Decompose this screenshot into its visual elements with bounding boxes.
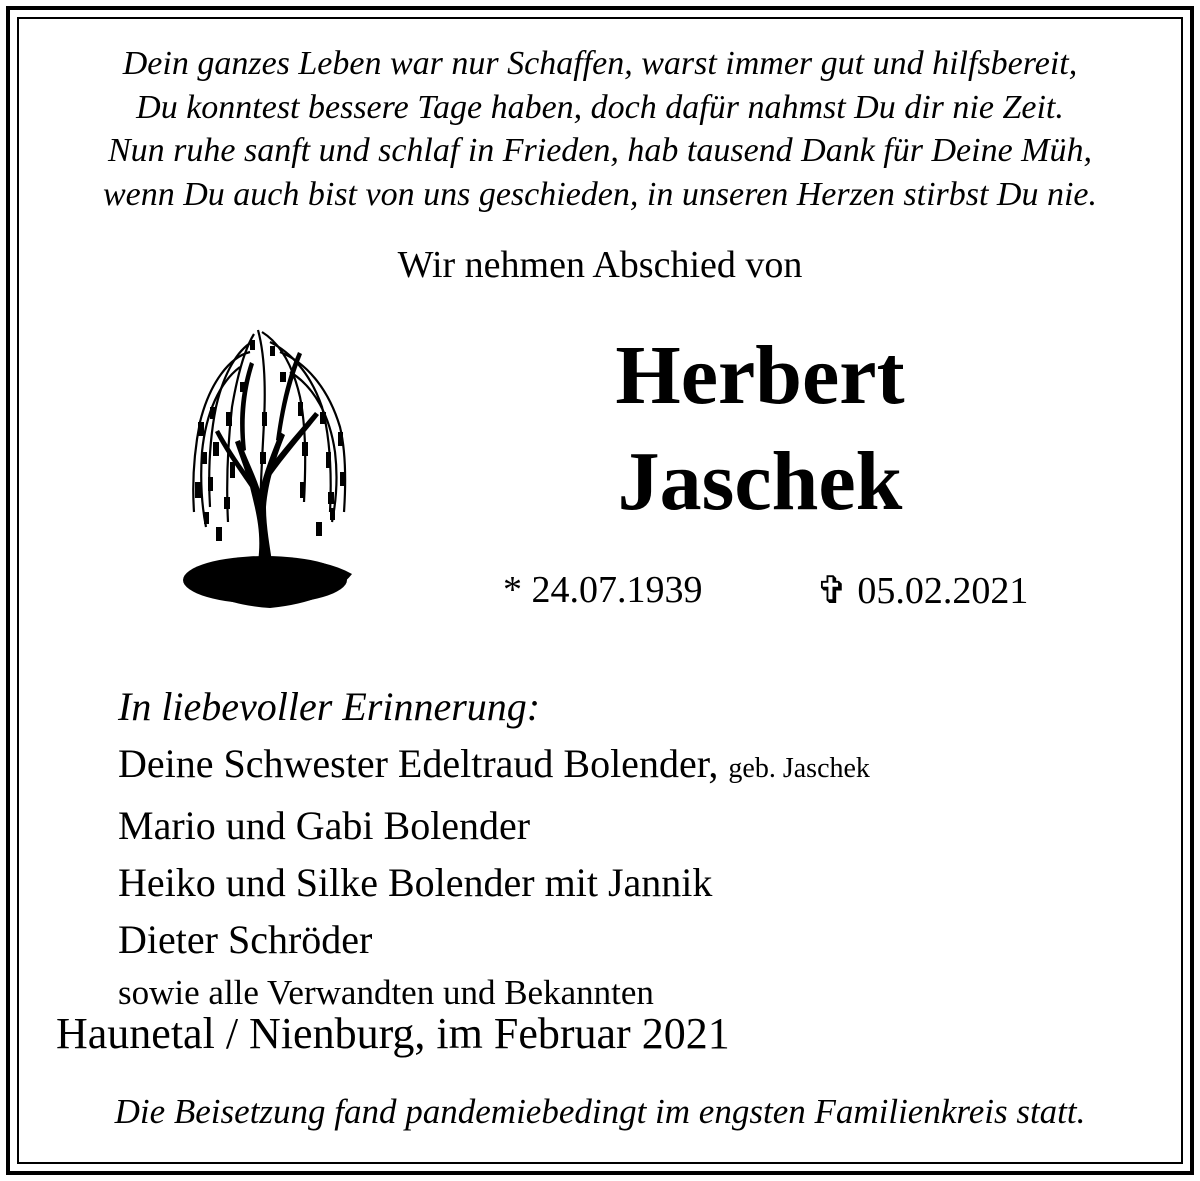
birth-date: * 24.07.1939 — [503, 569, 703, 611]
mourners-heading: In liebevoller Erinnerung: — [118, 684, 541, 729]
poem-line: wenn Du auch bist von uns geschieden, in unseren Herzen stirbst Du nie. — [102, 175, 1098, 213]
mourner-line: Mario und Gabi Bolender — [118, 803, 531, 848]
maiden-name-note: geb. Jaschek — [728, 753, 870, 784]
first-name: Herbert — [615, 329, 905, 422]
death-date: ✞ 05.02.2021 — [816, 570, 1029, 612]
mourners-list — [118, 678, 870, 1018]
poem-line: Dein ganzes Leben war nur Schaffen, warst immer gut und hilfsbereit, — [122, 45, 1078, 82]
poem-line: Nun ruhe sanft und schlaf in Frieden, hab tausend Dank für Deine Müh, — [107, 132, 1092, 169]
mourners-others: sowie alle Verwandten und Bekannten — [118, 973, 654, 1012]
farewell-intro: Wir nehmen Abschied von — [397, 244, 803, 286]
place-date: Haunetal / Nienburg, im Februar 2021 — [56, 1009, 730, 1058]
last-name: Jaschek — [617, 435, 903, 528]
mourner-line — [118, 735, 870, 797]
weeping-willow-icon — [180, 312, 360, 612]
poem-line: Du konntest bessere Tage haben, doch dafür nahmst Du dir nie Zeit. — [136, 88, 1064, 126]
mourner-sister: Deine Schwester Edeltraud Bolender, — [118, 741, 719, 786]
mourner-line: Heiko und Silke Bolender mit Jannik — [118, 860, 713, 905]
burial-note: Die Beisetzung fand pandemiebedingt im engsten Familienkreis statt. — [114, 1092, 1086, 1131]
poem — [30, 42, 1170, 216]
mourner-line: Dieter Schröder — [118, 917, 373, 962]
